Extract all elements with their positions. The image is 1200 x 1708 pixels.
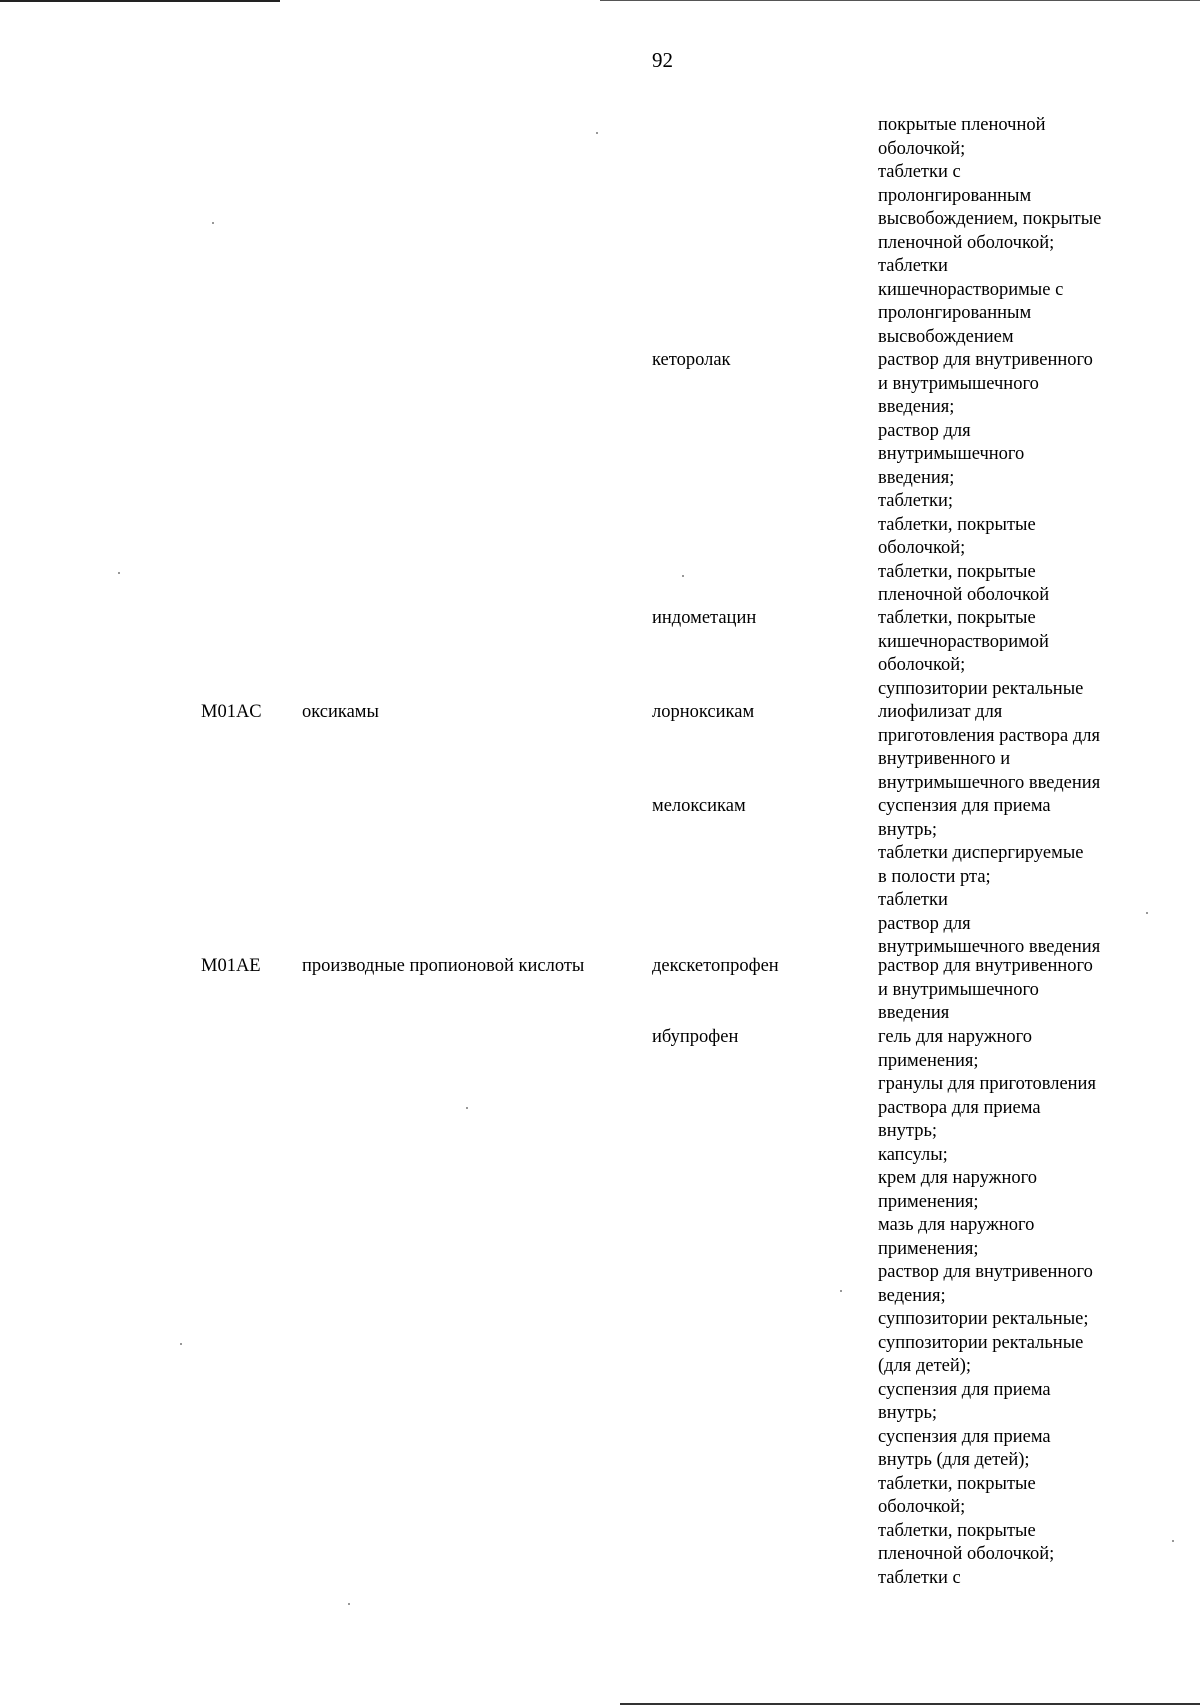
drug-name: ибупрофен [652,1027,739,1047]
dosage-form: таблетки, покрытые кишечнорастворимой оболочкой; суппозитории ректальные [878,608,1084,699]
scan-speck [180,1343,182,1345]
scan-speck [466,1107,468,1109]
scan-speck [682,575,684,577]
scan-speck [596,132,598,134]
dosage-form: раствор для внутривенного и внутримышечного введения; раствор для внутримышечного введения; таблетки; таблетки, покрытые оболочкой; таблетки, покрытые пленочной оболочкой [878,350,1093,605]
atc-code: M01AC [201,702,262,722]
drug-name: декскетопрофен [652,956,779,976]
dosage-form: раствор для внутривенного и внутримышечного введения [878,956,1093,1023]
scan-speck [348,1603,350,1605]
drug-name: лорноксикам [652,702,755,722]
dosage-form: лиофилизат для приготовления раствора для внутривенного и внутримышечного введения [878,702,1101,793]
group-name: оксикамы [302,702,379,722]
scan-speck [840,1290,842,1292]
page-number: 92 [652,48,673,72]
scan-speck [212,222,214,224]
dosage-form: гель для наружного применения; гранулы для приготовления раствора для приема внутрь; капсулы; крем для наружного применения; мазь для наружного применения; раствор для внутривенного ведения; суппозитории ректальные; суппозитории ректальные (для детей); суспензия для приема внутрь; суспензия для приема внутрь (для детей); таблетки, покрытые оболочкой; таблетки, покрытые пленочной оболочкой; таблетки с [878,1027,1096,1588]
drug-name: мелоксикам [652,796,746,816]
scan-speck [1146,912,1148,914]
dosage-form: суспензия для приема внутрь; таблетки диспергируемые в полости рта; таблетки раствор для внутримышечного введения [878,796,1101,957]
dosage-form: покрытые пленочной оболочкой; таблетки с пролонгированным высвобождением, покрытые пленочной оболочкой; таблетки кишечнорастворимые с пролонгированным высвобождением [878,115,1102,347]
scan-edge-top-right [600,0,1200,1]
drug-name: кеторолак [652,350,731,370]
scan-edge-top-left [0,0,280,2]
scan-edge-bottom [620,1703,1200,1705]
atc-code: M01AE [201,956,261,976]
drug-name: индометацин [652,608,757,628]
group-name: производные пропионовой кислоты [302,956,585,976]
scan-speck [118,572,120,574]
scan-speck [1172,1540,1174,1542]
